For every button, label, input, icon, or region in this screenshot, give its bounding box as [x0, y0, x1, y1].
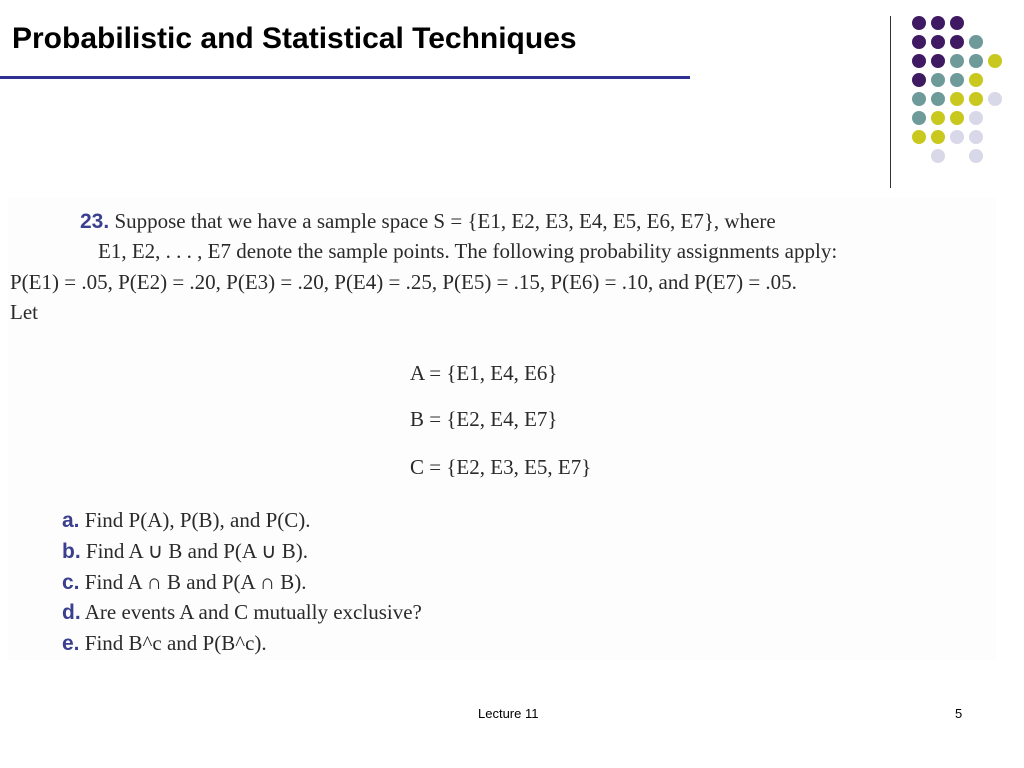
- dot: [912, 111, 926, 125]
- part-c: [62, 567, 306, 598]
- part-text: Find B^c and P(B^c).: [84, 631, 267, 655]
- footer-lecture: Lecture 11: [478, 706, 539, 721]
- problem-image: [8, 198, 996, 660]
- problem-intro-2: E1, E2, . . . , E7 denote the sample points. The following probability assignments apply:: [98, 239, 838, 263]
- dot: [931, 111, 945, 125]
- part-text: Find A ∩ B and P(A ∩ B).: [84, 570, 307, 594]
- dot: [969, 130, 983, 144]
- problem-intro-4: Let: [10, 300, 38, 324]
- part-label: a.: [62, 509, 80, 532]
- part-label: d.: [62, 601, 81, 624]
- dot: [931, 92, 945, 106]
- dot: [912, 54, 926, 68]
- dot: [912, 130, 926, 144]
- title-underline: [0, 76, 690, 79]
- dot: [969, 92, 983, 106]
- part-a: [62, 505, 311, 536]
- dot: [988, 54, 1002, 68]
- part-label: c.: [62, 571, 80, 594]
- problem-intro-1: Suppose that we have a sample space S = {E1, E2, E3, E4, E5, E6, E7}, where: [114, 209, 776, 233]
- dot: [931, 16, 945, 30]
- dot: [931, 130, 945, 144]
- dot: [950, 73, 964, 87]
- dot: [950, 54, 964, 68]
- dot: [969, 54, 983, 68]
- dot: [969, 111, 983, 125]
- part-text: Are events A and C mutually exclusive?: [84, 600, 422, 624]
- dot: [950, 92, 964, 106]
- part-label: b.: [62, 540, 81, 563]
- dot: [931, 35, 945, 49]
- set-c: C = {E2, E3, E5, E7}: [410, 455, 592, 479]
- dot: [950, 111, 964, 125]
- dot: [931, 149, 945, 163]
- dot: [912, 73, 926, 87]
- slide-number: 5: [955, 706, 963, 721]
- part-text: Find A ∪ B and P(A ∪ B).: [85, 539, 309, 563]
- dot: [950, 35, 964, 49]
- part-text: Find P(A), P(B), and P(C).: [84, 508, 311, 532]
- dot: [912, 92, 926, 106]
- dot: [912, 16, 926, 30]
- problem-number: 23.: [80, 210, 110, 233]
- dot: [931, 54, 945, 68]
- set-a: A = {E1, E4, E6}: [410, 361, 558, 385]
- part-label: e.: [62, 632, 80, 655]
- dot: [969, 35, 983, 49]
- dot: [969, 73, 983, 87]
- set-b: B = {E2, E4, E7}: [410, 407, 558, 431]
- dot: [988, 92, 1002, 106]
- part-e: [62, 628, 267, 659]
- problem-intro-3: P(E1) = .05, P(E2) = .20, P(E3) = .20, P(E4) = .25, P(E5) = .15, P(E6) = .10, and P(E7) = .05.: [10, 270, 797, 294]
- dot: [931, 73, 945, 87]
- part-d: [62, 597, 422, 628]
- dot: [950, 130, 964, 144]
- problem-intro-line-1: [80, 206, 776, 237]
- slide-title: Probabilistic and Statistical Techniques: [12, 22, 577, 55]
- vertical-divider: [890, 16, 891, 188]
- part-b: [62, 536, 308, 567]
- dot: [969, 149, 983, 163]
- dot: [912, 35, 926, 49]
- dot: [950, 16, 964, 30]
